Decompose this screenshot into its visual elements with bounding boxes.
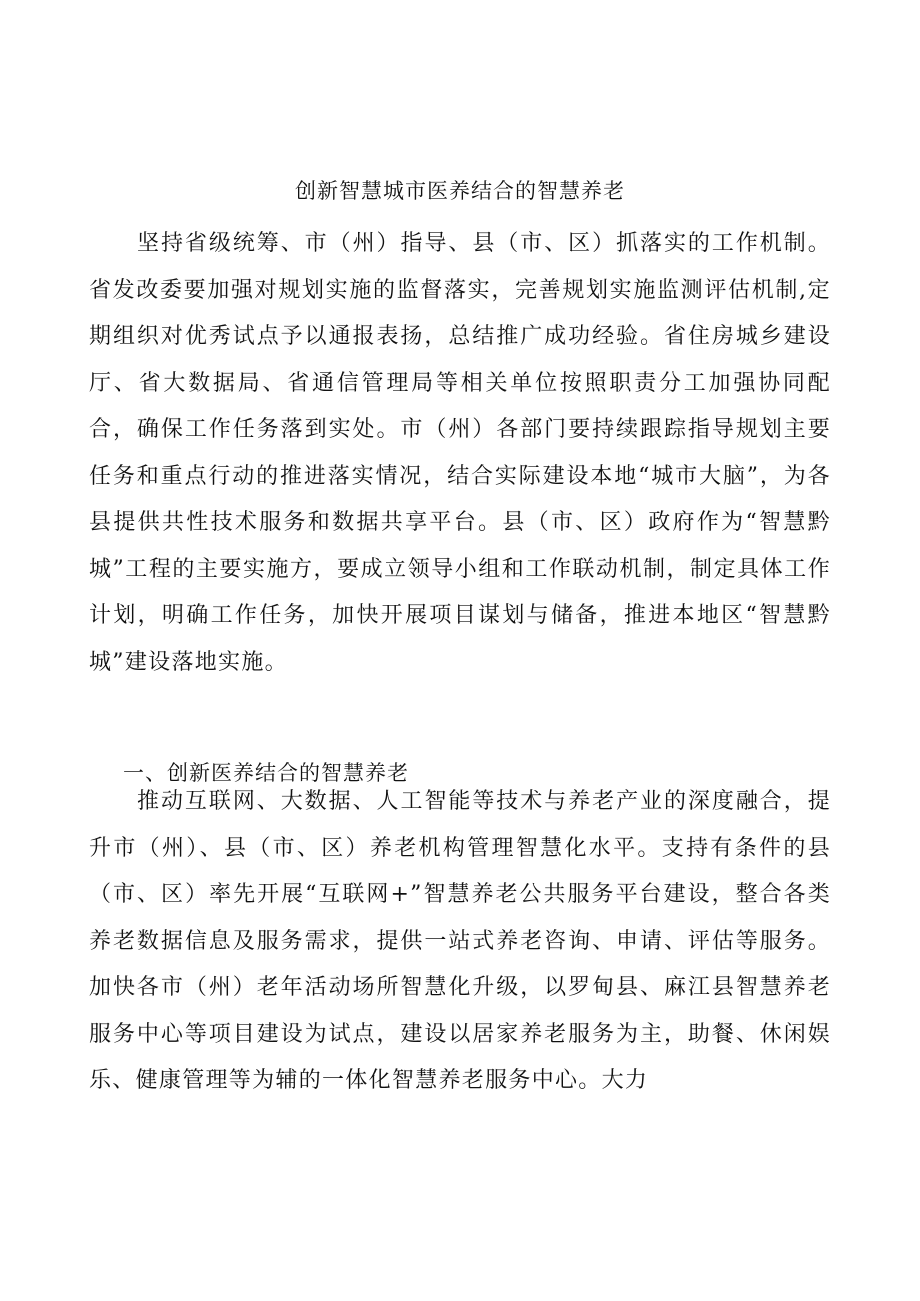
section-heading: 一、创新医养结合的智慧养老 bbox=[123, 761, 409, 785]
intro-paragraph: 坚持省级统筹、市（州）指导、县（市、区）抓落实的工作机制。省发改委要加强对规划实施的监督落实，完善规划实施监测评估机制,定期组织对优秀试点予以通报表扬，总结推广成功经验。省住房城乡建设厅、省大数据局、省通信管理局等相关单位按照职责分工加强协同配合，确保工作任务落到实处。市（州）各部门要持续跟踪指导规划主要任务和重点行动的推进落实情况，结合实际建设本地“城市大脑”，为各县提供共性技术服务和数据共享平台。县（市、区）政府作为“智慧黔城”工程的主要实施方，要成立领导小组和工作联动机制，制定具体工作计划，明确工作任务，加快开展项目谋划与储备，推进本地区“智慧黔城”建设落地实施。 bbox=[89, 231, 831, 675]
document-title: 创新智慧城市医养结合的智慧养老 bbox=[295, 179, 625, 203]
section-paragraph: 推动互联网、大数据、人工智能等技术与养老产业的深度融合，提升市（州）、县（市、区）养老机构管理智慧化水平。支持有条件的县（市、区）率先开展“互联网+”智慧养老公共服务平台建设，整合各类养老数据信息及服务需求，提供一站式养老咨询、申请、评估等服务。加快各市（州）老年活动场所智慧化升级，以罗甸县、麻江县智慧养老服务中心等项目建设为试点，建设以居家养老服务为主，助餐、休闲娱乐、健康管理等为辅的一体化智慧养老服务中心。大力 bbox=[89, 789, 831, 1093]
